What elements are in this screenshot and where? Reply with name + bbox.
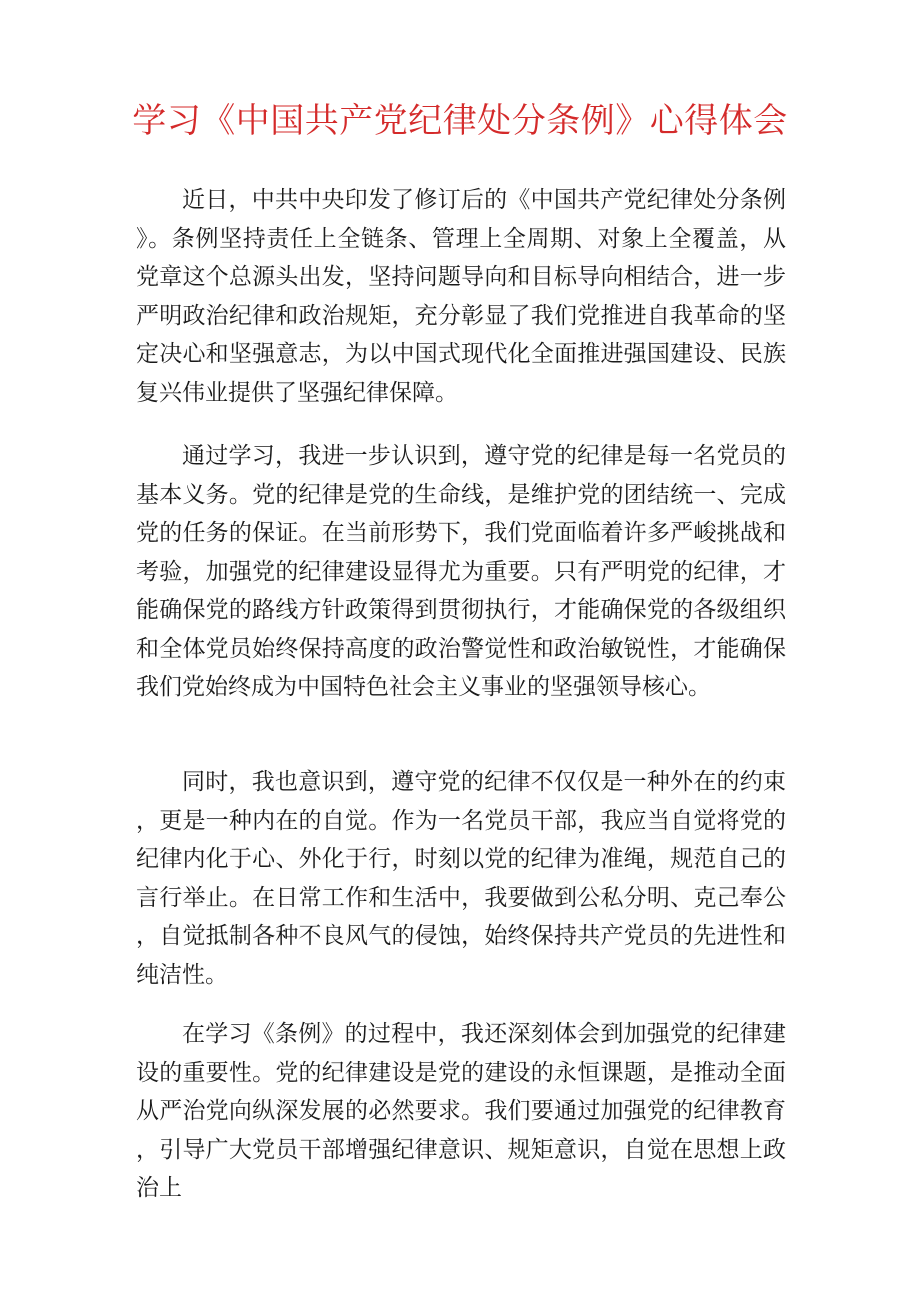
paragraph-1: 近日，中共中央印发了修订后的《中国共产党纪律处分条例》。条例坚持责任上全链条、管理上全周期、对象上全覆盖，从党章这个总源头出发，坚持问题导向和目标导向相结合，进一步严明政治纪律和政治规矩，充分彰显了我们党推进自我革命的坚定决心和坚强意志，为以中国式现代化全面推进强国建设、民族复兴伟业提供了坚强纪律保障。 — [136, 187, 786, 406]
paragraph-3: 同时，我也意识到，遵守党的纪律不仅仅是一种外在的约束，更是一种内在的自觉。作为一名党员干部，我应当自觉将党的纪律内化于心、外化于行，时刻以党的纪律为准绳，规范自己的言行举止。在日常工作和生活中，我要做到公私分明、克己奉公，自觉抵制各种不良风气的侵蚀，始终保持共产党员的先进性和纯洁性。 — [136, 769, 786, 988]
paragraph-2: 通过学习，我进一步认识到，遵守党的纪律是每一名党员的基本义务。党的纪律是党的生命线，是维护党的团结统一、完成党的任务的保证。在当前形势下，我们党面临着许多严峻挑战和考验，加强党的纪律建设显得尤为重要。只有严明党的纪律，才能确保党的路线方针政策得到贯彻执行，才能确保党的各级组织和全体党员始终保持高度的政治警觉性和政治敏锐性，才能确保我们党始终成为中国特色社会主义事业的坚强领导核心。 — [136, 443, 786, 700]
paragraph-4: 在学习《条例》的过程中，我还深刻体会到加强党的纪律建设的重要性。党的纪律建设是党的建设的永恒课题，是推动全面从严治党向纵深发展的必然要求。我们要通过加强党的纪律教育，引导广大党员干部增强纪律意识、规矩意识，自觉在思想上政治上 — [136, 1021, 786, 1201]
document-title: 学习《中国共产党纪律处分条例》心得体会 — [132, 101, 788, 141]
